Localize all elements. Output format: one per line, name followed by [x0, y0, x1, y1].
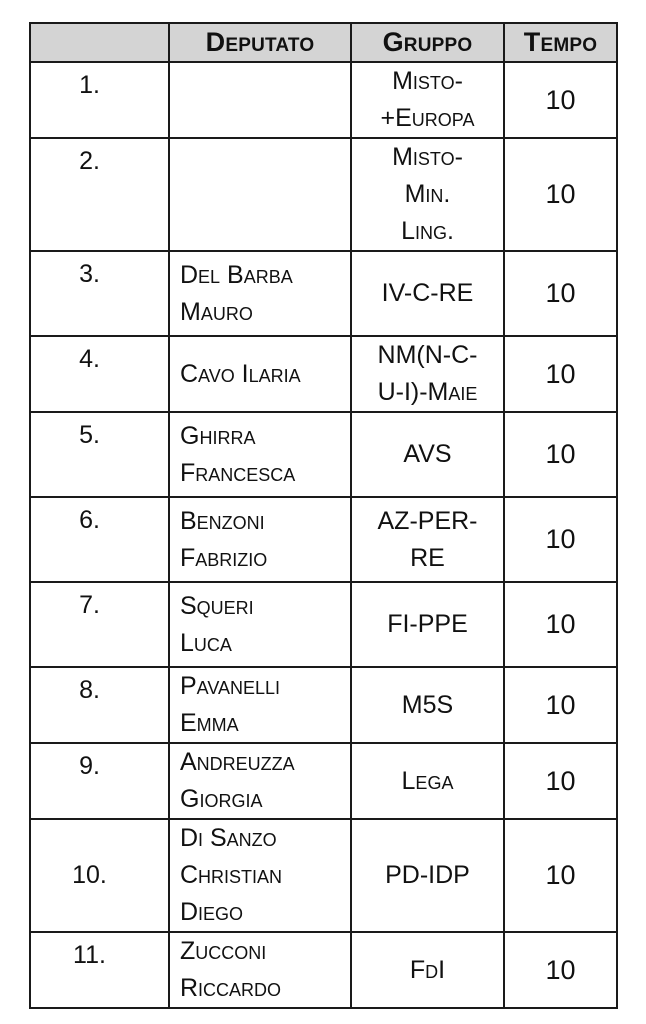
deputy-name: Benzoni Fabrizio: [169, 497, 351, 582]
group-name: M5S: [351, 667, 504, 743]
deputy-name: Pavanelli Emma: [169, 667, 351, 743]
time-value: 10: [504, 497, 617, 582]
deputy-name: Ghirra Francesca: [169, 412, 351, 497]
group-name: AZ-PER- RE: [351, 497, 504, 582]
group-name: NM(N-C- U-I)-Maie: [351, 336, 504, 412]
group-name: FI-PPE: [351, 582, 504, 667]
group-name: IV-C-RE: [351, 251, 504, 336]
table-row: [30, 336, 617, 412]
group-name: Misto- Min. Ling.: [351, 138, 504, 251]
row-number: 11.: [30, 932, 169, 1008]
table-row: [30, 667, 617, 743]
deputy-name: Cavo Ilaria: [169, 336, 351, 412]
row-number: 2.: [30, 138, 169, 251]
row-number: 9.: [30, 743, 169, 819]
table-row: [30, 932, 617, 1008]
time-value: 10: [504, 667, 617, 743]
row-number: 8.: [30, 667, 169, 743]
table-row: [30, 582, 617, 667]
table-row: [30, 412, 617, 497]
row-number: 5.: [30, 412, 169, 497]
deputy-name: Squeri Luca: [169, 582, 351, 667]
table-row: [30, 251, 617, 336]
group-name: PD-IDP: [351, 819, 504, 932]
time-value: 10: [504, 336, 617, 412]
header-deputato: Deputato: [169, 23, 351, 62]
group-name: AVS: [351, 412, 504, 497]
time-value: 10: [504, 582, 617, 667]
deputy-name: Zucconi Riccardo: [169, 932, 351, 1008]
time-value: 10: [504, 412, 617, 497]
deputy-name: Andreuzza Giorgia: [169, 743, 351, 819]
time-value: 10: [504, 62, 617, 138]
table-row: [30, 743, 617, 819]
deputy-name: [169, 62, 351, 138]
deputy-name: [169, 138, 351, 251]
group-name: Lega: [351, 743, 504, 819]
speakers-table: [29, 22, 618, 1009]
table-row: [30, 819, 617, 932]
group-name: FdI: [351, 932, 504, 1008]
time-value: 10: [504, 138, 617, 251]
header-gruppo: Gruppo: [351, 23, 504, 62]
row-number: 6.: [30, 497, 169, 582]
time-value: 10: [504, 743, 617, 819]
header-row: [30, 23, 617, 62]
header-blank: [30, 23, 169, 62]
row-number: 4.: [30, 336, 169, 412]
table-row: [30, 497, 617, 582]
table-row: [30, 62, 617, 138]
time-value: 10: [504, 251, 617, 336]
deputy-name: Di Sanzo Christian Diego: [169, 819, 351, 932]
time-value: 10: [504, 819, 617, 932]
group-name: Misto- +Europa: [351, 62, 504, 138]
time-value: 10: [504, 932, 617, 1008]
row-number: 1.: [30, 62, 169, 138]
header-tempo: Tempo: [504, 23, 617, 62]
table-row: [30, 138, 617, 251]
row-number: 10.: [30, 819, 169, 932]
deputy-name: Del Barba Mauro: [169, 251, 351, 336]
row-number: 7.: [30, 582, 169, 667]
row-number: 3.: [30, 251, 169, 336]
